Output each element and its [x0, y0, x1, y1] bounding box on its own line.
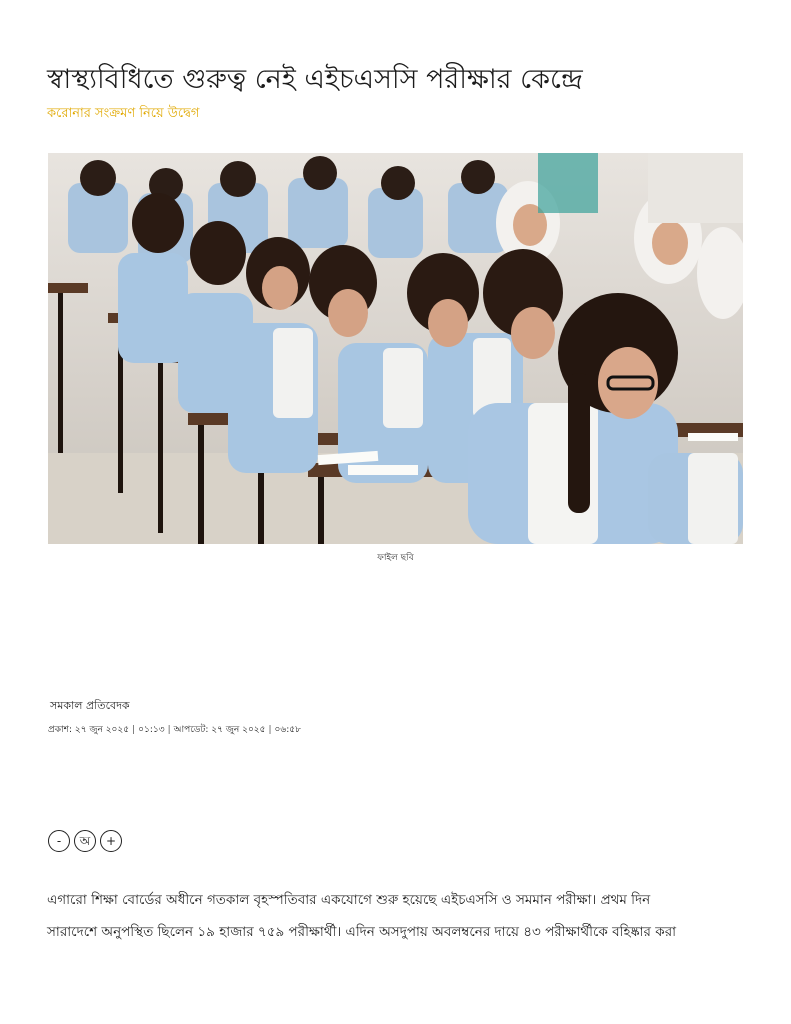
meta-separator: |: [167, 725, 171, 735]
author-name[interactable]: সমকাল প্রতিবেদক: [50, 699, 130, 712]
plus-circle-icon[interactable]: +: [100, 830, 122, 852]
updated-label: আপডেট: ২৭ জুন ২০২৫: [173, 725, 266, 735]
article-photo: [48, 153, 743, 544]
published-time: ০১:১৩: [138, 725, 165, 735]
published-label: প্রকাশ: ২৭ জুন ২০২৫: [48, 725, 130, 735]
updated-time: ০৬:৫৮: [274, 725, 301, 735]
article-subheadline: করোনার সংক্রমণ নিয়ে উদ্বেগ: [47, 106, 200, 121]
body-line: সারাদেশে অনুপস্থিত ছিলেন ১৯ হাজার ৭৫৯ পরীক্ষার্থী। এদিন অসদুপায় অবলম্বনের দায়ে ৪৩ পরীক্ষার্থীকে বহিষ্কার করা: [47, 924, 677, 940]
font-size-controls: [48, 830, 122, 852]
article-headline: স্বাস্থ্যবিধিতে গুরুত্ব নেই এইচএসসি পরীক্ষার কেন্দ্রে: [47, 64, 583, 95]
article-body: [47, 884, 747, 948]
meta-separator: |: [268, 725, 272, 735]
minus-circle-icon[interactable]: -: [48, 830, 70, 852]
image-caption: ফাইল ছবি: [377, 553, 414, 563]
font-reset-icon[interactable]: অ: [74, 830, 96, 852]
meta-separator: |: [132, 725, 136, 735]
exam-hall-photo: [48, 153, 743, 544]
body-line: এগারো শিক্ষা বোর্ডের অধীনে গতকাল বৃহস্পতিবার একযোগে শুরু হয়েছে এইচএসসি ও সমমান পরীক্ষা। প্রথম দিন: [47, 892, 651, 908]
article-meta: [48, 723, 301, 737]
